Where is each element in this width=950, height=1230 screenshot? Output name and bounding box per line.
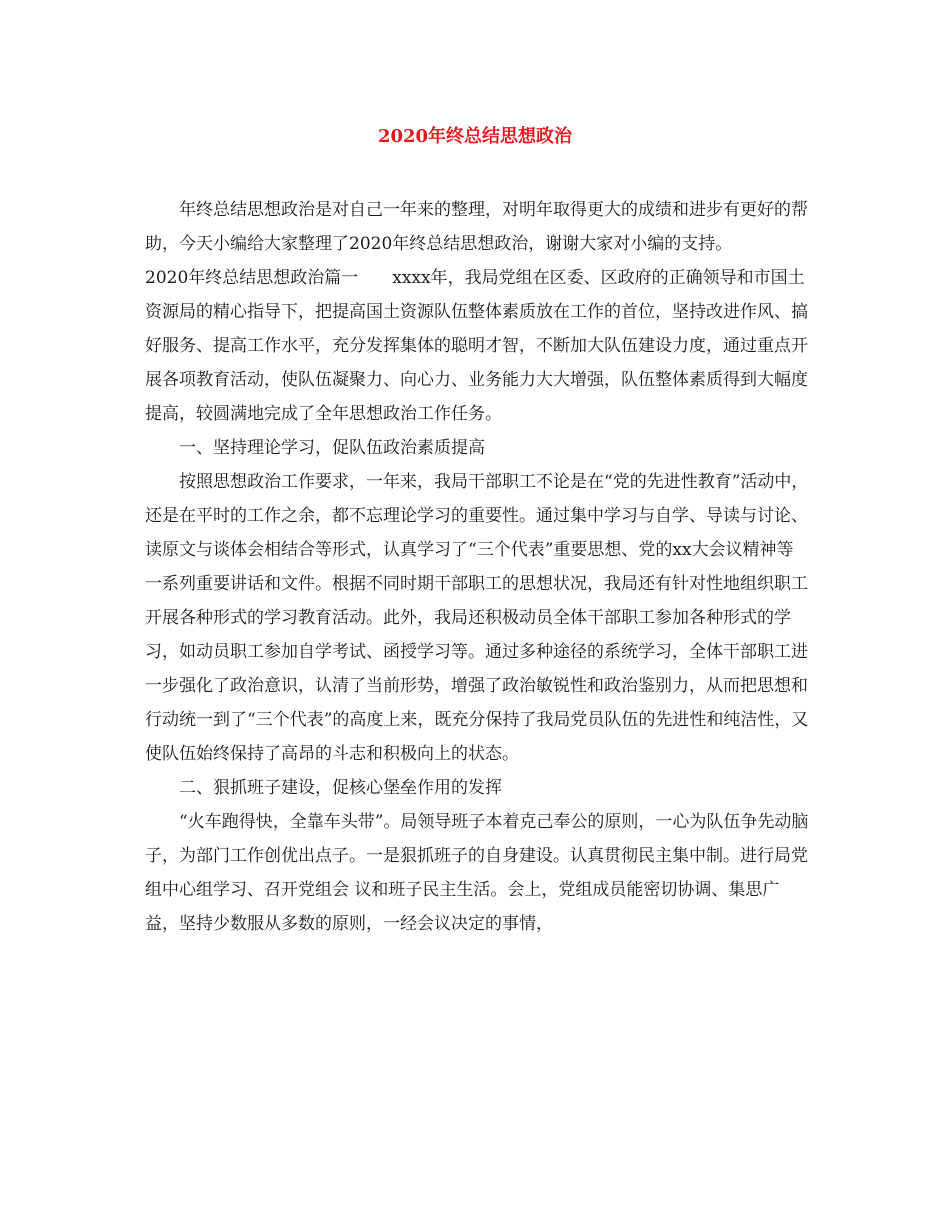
part-one-paragraph [145, 261, 810, 431]
document-body [145, 193, 810, 941]
intro-paragraph: 年终总结思想政治是对自己一年来的整理，对明年取得更大的成绩和进步有更好的帮助，今天小编给大家整理了2020年终总结思想政治，谢谢大家对小编的支持。 [145, 200, 808, 254]
section-heading-2: 二、狠抓班子建设，促核心堡垒作用的发挥 [179, 778, 502, 798]
part-label: 2020年终总结思想政治篇一 [145, 268, 359, 288]
part-intro-text: xxxx年，我局党组在区委、区政府的正确领导和市国土资源局的精心指导下，把提高国土资源队伍整体素质放在工作的首位，坚持改进作风、搞好服务、提高工作水平，充分发挥集体的聪明才智，不断加大队伍建设力度，通过重点开展各项教育活动，使队伍凝聚力、向心力、业务能力大大增强，队伍整体素质得到大幅度提高，较圆满地完成了全年思想政治工作任务。 [145, 268, 808, 424]
section-heading-1: 一、坚持理论学习，促队伍政治素质提高 [179, 438, 485, 458]
document-title: 2020年终总结思想政治 [377, 126, 573, 147]
section-body-2: “火车跑得快，全靠车头带”。局领导班子本着克己奉公的原则，一心为队伍争先动脑子，为部门工作创优出点子。一是狠抓班子的自身建设。认真贯彻民主集中制。进行局党组中心组学习、召开党组会 议和班子民主生活。会上，党组成员能密切协调、集思广益，坚持少数服从多数的原则，一经会议决定的事情， [145, 812, 809, 934]
section-body-1: 按照思想政治工作要求，一年来，我局干部职工不论是在“党的先进性教育”活动中，还是在平时的工作之余，都不忘理论学习的重要性。通过集中学习与自学、导读与讨论、读原文与谈体会相结合等形式，认真学习了“三个代表”重要思想、党的xx大会议精神等一系列重要讲话和文件。根据不同时期干部职工的思想状况，我局还有针对性地组织职工开展各种形式的学习教育活动。此外，我局还积极动员全体干部职工参加各种形式的学习，如动员职工参加自学考试、函授学习等。通过多种途径的系统学习，全体干部职工进一步强化了政治意识，认清了当前形势，增强了政治敏锐性和政治鉴别力，从而把思想和行动统一到了“三个代表”的高度上来，既充分保持了我局党员队伍的先进性和纯洁性，又使队伍始终保持了高昂的斗志和积极向上的状态。 [145, 472, 809, 764]
